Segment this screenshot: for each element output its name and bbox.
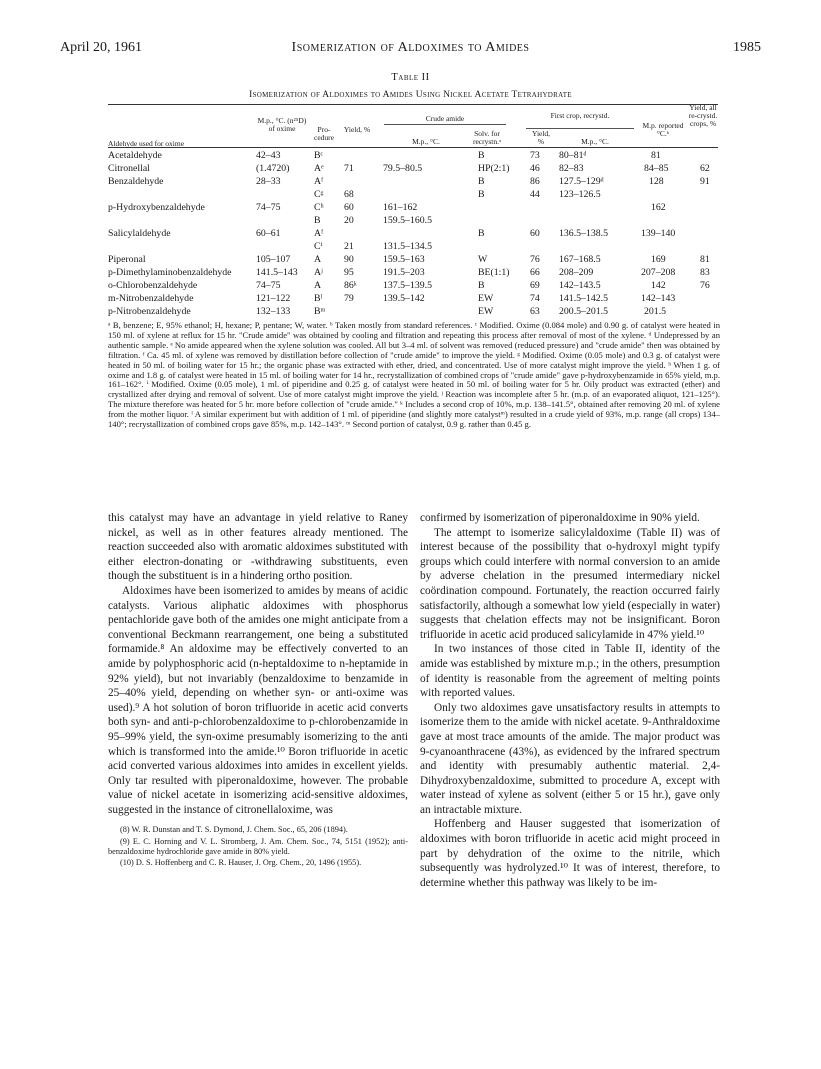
right-paragraph: Only two aldoximes gave unsatisfactory results in attempts to isomerize them to the amide with nickel acetate. 9-Anthraldoxime gave at most trace amounts of the amide. The major product was 9-cyanoanthracene (43%), as evidenced by the infrared spectrum and identity with presumably authentic material. 2,4-Dihydroxybenzaldoxime, submitted to procedure A, except with water instead of xylene as solvent (either 5 or 15 hr.), gave only an intractable mixture.	[420, 701, 720, 816]
left-column	[108, 511, 408, 870]
crude-group-rule	[384, 124, 506, 125]
th-aldehyde: Aldehyde used for oxime	[108, 139, 185, 148]
reference-9: (9) E. C. Horning and V. L. Stromberg, J. Am. Chem. Soc., 74, 5151 (1952); anti-benzaldoxime hydrochloride gave amide in 80% yield.	[108, 836, 408, 857]
th-fc-yield: Yield, %	[531, 129, 551, 146]
right-paragraph: confirmed by isomerization of piperonaldoxime in 90% yield.	[420, 512, 700, 524]
th-crude-group: Crude amide	[425, 114, 465, 123]
page-header	[60, 40, 761, 60]
th-first-crop-group: First crop, recrystd.	[550, 111, 610, 120]
th-fc-mp: M.p., °C.	[581, 137, 609, 146]
left-paragraph: this catalyst may have an advantage in yield relative to Raney nickel, as well as in other features already mentioned. The reaction succeeded also with aromatic aldoximes substituted with either electron-donating or -withdrawing substituents, even though the substituent is in a hindering ortho position.	[108, 512, 408, 583]
table-footnotes: ᵃ B, benzene; E, 95% ethanol; H, hexane; P, pentane; W, water. ᵇ Taken mostly from standard references. ᶜ Modified. Oxime (0.084 mole) and 0.90 g. of catalyst were heated in 150 ml. of xylene at reflux for 15 hr. "Crude amide" was obtained by cooling and filtration and repeating this process after removal of most of the xylene. ᵈ Undepressed by an authentic sample. ᵉ No amide appeared when the xylene solution was cooled. All but 3–4 ml. of solvent was removed (reduced pressure) and "crude amide" then was obtained by filtration. ᶠ Ca. 45 ml. of xylene was removed by distillation before collection of "crude amide" to improve the yield. ᵍ Modified. Oxime (0.05 mole) and 0.3 g. of catalyst were heated in 50 ml. of boiling water for 15 hr.; the organic phase was extracted with ether, dried, and concentrated. Use of more catalyst might improve the yield. ʰ When 1 g. of oxime and 1.8 g. of catalyst were heated in 15 ml. of boiling water for 14 hr., recrystallization of combined crops of "crude amide" gave p-hydroxybenzamide in 65% yield, m.p. 161–162°. ⁱ Modified. Oxime (0.05 mole), 1 ml. of piperidine and 0.25 g. of catalyst were heated in 50 ml. of boiling water for 5 hr. Oily product was extracted (ether) and crystallized after drying and removal of solvent. Use of more catalyst might improve the yield. ʲ Reaction was incomplete after 5 hr. (m.p. of an evaporated aliquot, 121–125°). The mixture therefore was heated for 5 hr. more before collection of "crude amide." ᵏ Includes a second crop of 10%, m.p. 138–141.5°, obtained after removing 20 ml. of xylene from the mother liquor. ˡ A similar experiment but with addition of 1 ml. of piperidine (and slightly more catalystᵐ) resulted in a crude yield of 93%, m.p. range (all crops) 134–140°; recrystallization of combined crops gave 85%, m.p. 142–143°. ᵐ Second portion of catalyst, 0.9 g. rather than 0.45 g.	[108, 320, 720, 430]
th-all-crops: Yield, all re-crystd. crops, %	[688, 103, 718, 128]
right-paragraph: In two instances of those cited in Table II, identity of the amide was established by mixture m.p.; in the others, presumption of identity is reasonable from the agreement of melting points with reported values.	[420, 643, 720, 700]
header-date: April 20, 1961	[60, 40, 143, 55]
table-top-rule	[108, 104, 718, 105]
left-paragraph: Aldoximes have been isomerized to amides by means of acidic catalysts. Various aliphatic aldoximes with phosphorus pentachloride gave both of the amides one might anticipate from a conventional Beckmann rearrangement, one being a substituted formamide.⁸ An aldoxime may be effectively converted to an amide by polyphosphoric acid (n-heptaldoxime to n-heptamide in 92% yield), but not invariably (benzaldoxime to benzamide in 25–40% yield, depending on whether syn- or anti-oxime was used).⁹ A hot solution of boron trifluoride in acetic acid converts both syn- and anti-p-chlorobenzaldoxime to p-chlorobenzamide in 95–99% yield, the syn-oxime presumably isomerizing to the anti which is transformed into the amide.¹⁰ Boron trifluoride in acetic acid converted various aldoximes into amides in excellent yields. Only tar resulted with piperonaldoxime, however. The probable value of nickel acetate in isomerizing acid-sensitive aldoximes, suggested in the instance of citronellaloxime, was	[108, 584, 408, 816]
table-header-rule	[108, 147, 718, 148]
running-title: Isomerization of Aldoximes to Amides	[291, 40, 530, 55]
th-reported: M.p. reported °C.ᵇ	[642, 121, 684, 138]
right-paragraph: The attempt to isomerize salicylaldoxime (Table II) was of interest because of the possibility that o-hydroxyl might typify groups which could interfere with normal conversion to an amide by adverse chelation in the presumed intermediary nickel coördination compound. Fortunately, the reaction occurred fairly satisfactorily, although a somewhat low yield (especially in water) suggests that chelation effects may not be insignificant. Boron trifluoride in acetic acid produced salicylamide in 47% yield.¹⁰	[420, 526, 720, 641]
th-procedure: Pro-cedure	[314, 125, 334, 142]
reference-10: (10) D. S. Hoffenberg and C. R. Hauser, J. Org. Chem., 20, 1496 (1955).	[120, 858, 362, 868]
th-yield: Yield, %	[343, 125, 371, 134]
page-number: 1985	[733, 40, 761, 55]
table-caption: Isomerization of Aldoximes to Amides Using Nickel Acetate Tetrahydrate	[249, 90, 572, 100]
reference-8: (8) W. R. Dunstan and T. S. Dymond, J. Chem. Soc., 65, 206 (1894).	[120, 825, 348, 835]
table-label: Table II	[391, 72, 430, 83]
th-crude-mp: M.p., °C.	[412, 137, 440, 146]
right-column	[420, 511, 720, 890]
right-paragraph: Hoffenberg and Hauser suggested that isomerization of aldoximes with boron trifluoride in acetic acid might proceed in part by dehydration of the oxime to the nitrile, which subsequently was hydrolyzed.¹⁰ It was of interest, therefore, to determine whether this pathway was likely to be im-	[420, 818, 720, 889]
th-mp-oxime: M.p., °C. (n²⁵D) of oxime	[257, 116, 307, 133]
references	[108, 825, 408, 868]
th-solvent: Solv. for recrystn.ᵃ	[472, 129, 502, 146]
